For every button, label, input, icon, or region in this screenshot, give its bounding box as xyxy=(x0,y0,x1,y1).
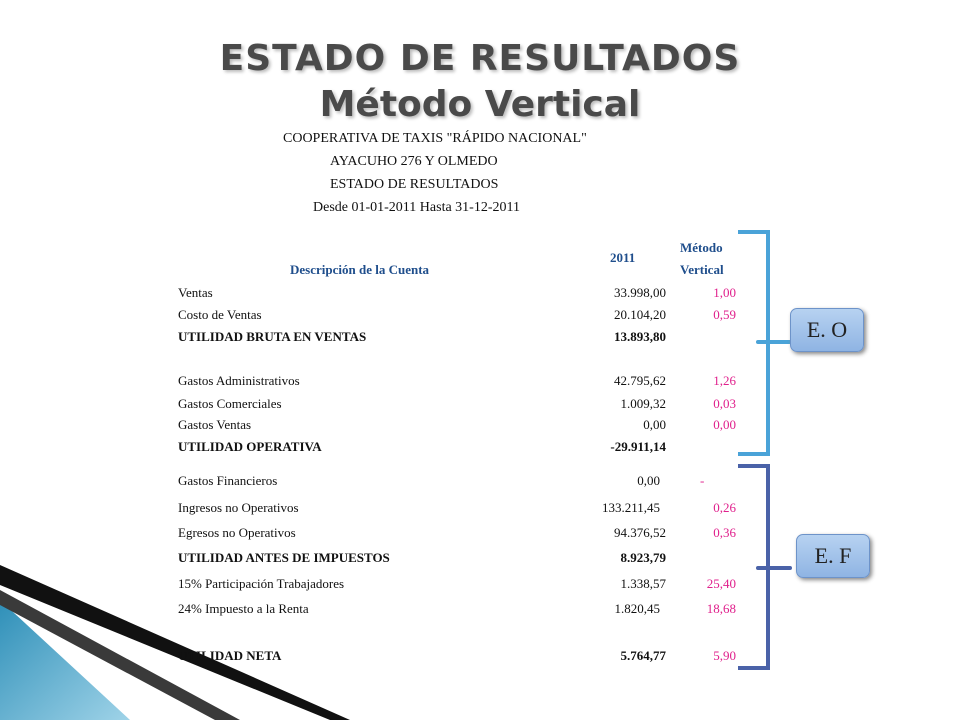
row-label: Egresos no Operativos xyxy=(178,525,296,540)
row-percent: 0,36 xyxy=(713,525,736,540)
row-label: Gastos Comerciales xyxy=(178,396,282,411)
company-name: COOPERATIVA DE TAXIS "RÁPIDO NACIONAL" xyxy=(283,131,587,146)
row-value: 20.104,20 xyxy=(614,307,666,322)
header-method-2: Vertical xyxy=(680,262,724,277)
row-value: 1.338,57 xyxy=(620,576,666,591)
row-label: UTILIDAD ANTES DE IMPUESTOS xyxy=(178,550,390,565)
main-title: ESTADO DE RESULTADOS xyxy=(219,38,741,79)
row-label: Gastos Financieros xyxy=(178,473,278,488)
period: Desde 01-01-2011 Hasta 31-12-2011 xyxy=(313,200,520,215)
row-value: 133.211,45 xyxy=(601,500,660,515)
company-address: AYACUHO 276 Y OLMEDO xyxy=(330,154,498,169)
row-percent: 18,68 xyxy=(706,601,736,616)
header-method-1: Método xyxy=(680,240,723,255)
header-description: Descripción de la Cuenta xyxy=(290,262,430,277)
row-percent: 0,26 xyxy=(713,500,736,515)
row-value: 13.893,80 xyxy=(614,329,666,344)
row-percent: 1,26 xyxy=(713,373,736,388)
row-value: 94.376,52 xyxy=(614,525,666,540)
row-value: 42.795,62 xyxy=(614,373,666,388)
row-value: 0,00 xyxy=(643,417,666,432)
row-value: 33.998,00 xyxy=(614,285,666,300)
row-label: Gastos Ventas xyxy=(178,417,252,432)
row-percent: - xyxy=(700,473,705,488)
row-value: 5.764,77 xyxy=(620,648,666,663)
row-percent: 0,59 xyxy=(713,307,736,322)
row-label: Ventas xyxy=(178,285,213,300)
row-label: Gastos Administrativos xyxy=(178,373,300,388)
row-label: Costo de Ventas xyxy=(178,307,262,322)
row-value: -29.911,14 xyxy=(610,439,666,454)
row-value: 1.820,45 xyxy=(614,601,660,616)
row-label: 15% Participación Trabajadores xyxy=(178,576,345,591)
row-percent: 0,03 xyxy=(713,396,736,411)
row-percent: 5,90 xyxy=(713,648,736,663)
ef-box: E. F xyxy=(796,534,870,578)
row-label: 24% Impuesto a la Renta xyxy=(178,601,309,616)
row-label: UTILIDAD BRUTA EN VENTAS xyxy=(178,329,367,344)
row-value: 0,00 xyxy=(637,473,660,488)
row-value: 8.923,79 xyxy=(620,550,666,565)
row-label: UTILIDAD OPERATIVA xyxy=(178,439,322,454)
row-percent: 1,00 xyxy=(713,285,736,300)
row-label: Ingresos no Operativos xyxy=(178,500,299,515)
eo-box: E. O xyxy=(790,308,864,352)
statement-name: ESTADO DE RESULTADOS xyxy=(330,177,499,192)
row-percent: 25,40 xyxy=(706,576,736,591)
row-percent: 0,00 xyxy=(713,417,736,432)
row-value: 1.009,32 xyxy=(620,396,666,411)
subtitle: Método Vertical xyxy=(319,84,641,125)
row-label: UTILIDAD NETA xyxy=(178,648,282,663)
header-year: 2011 xyxy=(610,250,636,265)
